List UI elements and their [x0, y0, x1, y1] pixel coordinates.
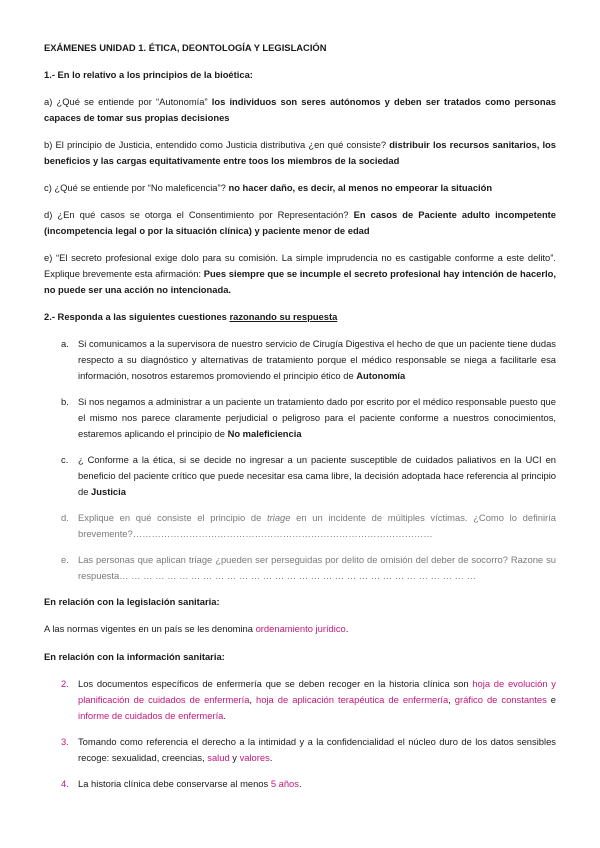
legislacion-end: .	[345, 623, 349, 634]
answer-text: En casos de Paciente adulto incompetente (incompetencia legal o por la situación clínica) y paciente menor de edad	[44, 209, 557, 236]
question-text: b) El principio de Justicia, entendido como Justicia distributiva ¿en qué consiste?	[44, 139, 390, 150]
list-item	[44, 776, 556, 792]
list-item	[44, 452, 556, 500]
list-marker: 3.	[61, 736, 69, 747]
list-marker: c.	[61, 454, 69, 465]
legislacion-heading: En relación con la legislación sanitaria:	[44, 596, 220, 607]
question-c	[44, 180, 556, 196]
item-text: .	[223, 710, 227, 721]
answer-text: hoja de evolución y planificación de cuidados de enfermería	[78, 678, 556, 705]
list-item	[44, 676, 556, 724]
section2-list	[44, 336, 556, 584]
answer-text: gráfico de constantes	[454, 694, 547, 705]
item-text: La historia clínica debe conservarse al menos	[78, 778, 271, 789]
question-text: e) “El secreto profesional exige dolo para su comisión. La simple imprudencia no es castigable conforme a este delito”. Explique brevemente esta afirmación:	[44, 252, 556, 279]
legislacion-answer: ordenamiento jurídico	[255, 623, 346, 634]
item-text: y	[229, 752, 240, 763]
item-text: Las personas que aplican triage ¿pueden ser perseguidas por delito de omisión del deber de socorro? Razone su respuesta… … … … … … … … … … … … … … … … … … … … … … … … … … … … … …	[78, 554, 556, 581]
list-marker: a.	[61, 338, 69, 349]
question-e	[44, 250, 556, 298]
answer-text: hoja de aplicación terapéutica de enfermería	[256, 694, 449, 705]
item-text: e	[546, 694, 557, 705]
list-item	[44, 336, 556, 384]
answer-text: distribuir los recursos sanitarios, los beneficios y las cargas equitativamente entre toos los miembros de la sociedad	[44, 139, 556, 166]
list-marker: 2.	[61, 678, 69, 689]
question-a	[44, 94, 556, 126]
page-title: EXÁMENES UNIDAD 1. ÉTICA, DEONTOLOGÍA Y LEGISLACIÓN	[44, 42, 327, 53]
item-italic: triage	[267, 512, 291, 523]
item-text: Si comunicamos a la supervisora de nuestro servicio de Cirugía Digestiva el hecho de que un paciente tiene dudas respecto a su diagnóstico y alternativas de tratamiento porque el médico responsable se niega a facilitarle esa información, nosotros estaremos promoviendo el principio ético de	[78, 338, 556, 381]
list-item	[44, 394, 556, 442]
answer-text: Pues siempre que se incumple el secreto profesional hay intención de hacerlo, no puede ser una acción no intencionada.	[44, 268, 556, 295]
informacion-heading: En relación con la información sanitaria:	[44, 651, 225, 662]
answer-text: valores	[239, 752, 270, 763]
question-text: c) ¿Qué se entiende por “No maleficencia”?	[44, 182, 229, 193]
list-item	[44, 510, 556, 542]
list-item	[44, 552, 556, 584]
item-answer: Justicia	[91, 486, 126, 497]
informacion-list	[44, 676, 556, 792]
item-text: ¿ Conforme a la ética, si se decide no ingresar a un paciente susceptible de cuidados paliativos en la UCI en beneficio del paciente crítico que puede necesitar esa cama libre, la decisión adoptada hace referencia al principio de	[78, 454, 556, 497]
answer-text: salud	[207, 752, 230, 763]
item-text: ,	[249, 694, 257, 705]
legislacion-text	[44, 621, 556, 637]
list-item	[44, 734, 556, 766]
section2-heading	[44, 309, 556, 325]
item-text: Si nos negamos a administrar a un paciente un tratamiento dado por escrito por el médico responsable puesto que el mismo nos parece claramente perjudicial o peligroso para el paciente conforme a nuestros conocimientos, estaremos aplicando el principio de	[78, 396, 556, 439]
item-text: .	[298, 778, 302, 789]
item-text-post: en un incidente de múltiples víctimas. ¿Como lo definiría brevemente?……………………………………………………………………………………	[78, 512, 556, 539]
list-marker: 4.	[61, 778, 69, 789]
section2-heading-underlined: razonando su respuesta	[229, 311, 338, 322]
item-text: Tomando como referencia el derecho a la intimidad y a la confidencialidad el núcleo duro de los datos sensibles recoge: sexualidad, creencias,	[78, 736, 556, 763]
section1-heading: 1.- En lo relativo a los principios de la bioética:	[44, 69, 253, 80]
legislacion-sentence: A las normas vigentes en un país se les denomina	[44, 623, 256, 634]
question-text: a) ¿Qué se entiende por “Autonomía”	[44, 96, 212, 107]
item-text: Los documentos específicos de enfermería que se deben recoger en la historia clínica son	[78, 678, 473, 689]
item-text: Explique en qué consiste el principio de	[78, 512, 268, 523]
answer-text: 5 años	[270, 778, 299, 789]
question-b	[44, 137, 556, 169]
answer-text: los individuos son seres autónomos y deben ser tratados como personas capaces de tomar sus propias decisiones	[44, 96, 557, 123]
item-answer: No maleficiencia	[227, 428, 302, 439]
list-marker: e.	[61, 554, 69, 565]
list-marker: d.	[61, 512, 69, 523]
question-text: d) ¿En qué casos se otorga el Consentimiento por Representación?	[44, 209, 354, 220]
question-d	[44, 207, 556, 239]
item-text: .	[269, 752, 273, 763]
list-marker: b.	[61, 396, 69, 407]
section2-heading-text: 2.- Responda a las siguientes cuestiones	[44, 311, 230, 322]
item-text: ,	[448, 694, 455, 705]
answer-text: informe de cuidados de enfermería	[78, 710, 224, 721]
answer-text: no hacer daño, es decir, al menos no empeorar la situación	[228, 182, 493, 193]
item-answer: Autonomía	[356, 370, 406, 381]
